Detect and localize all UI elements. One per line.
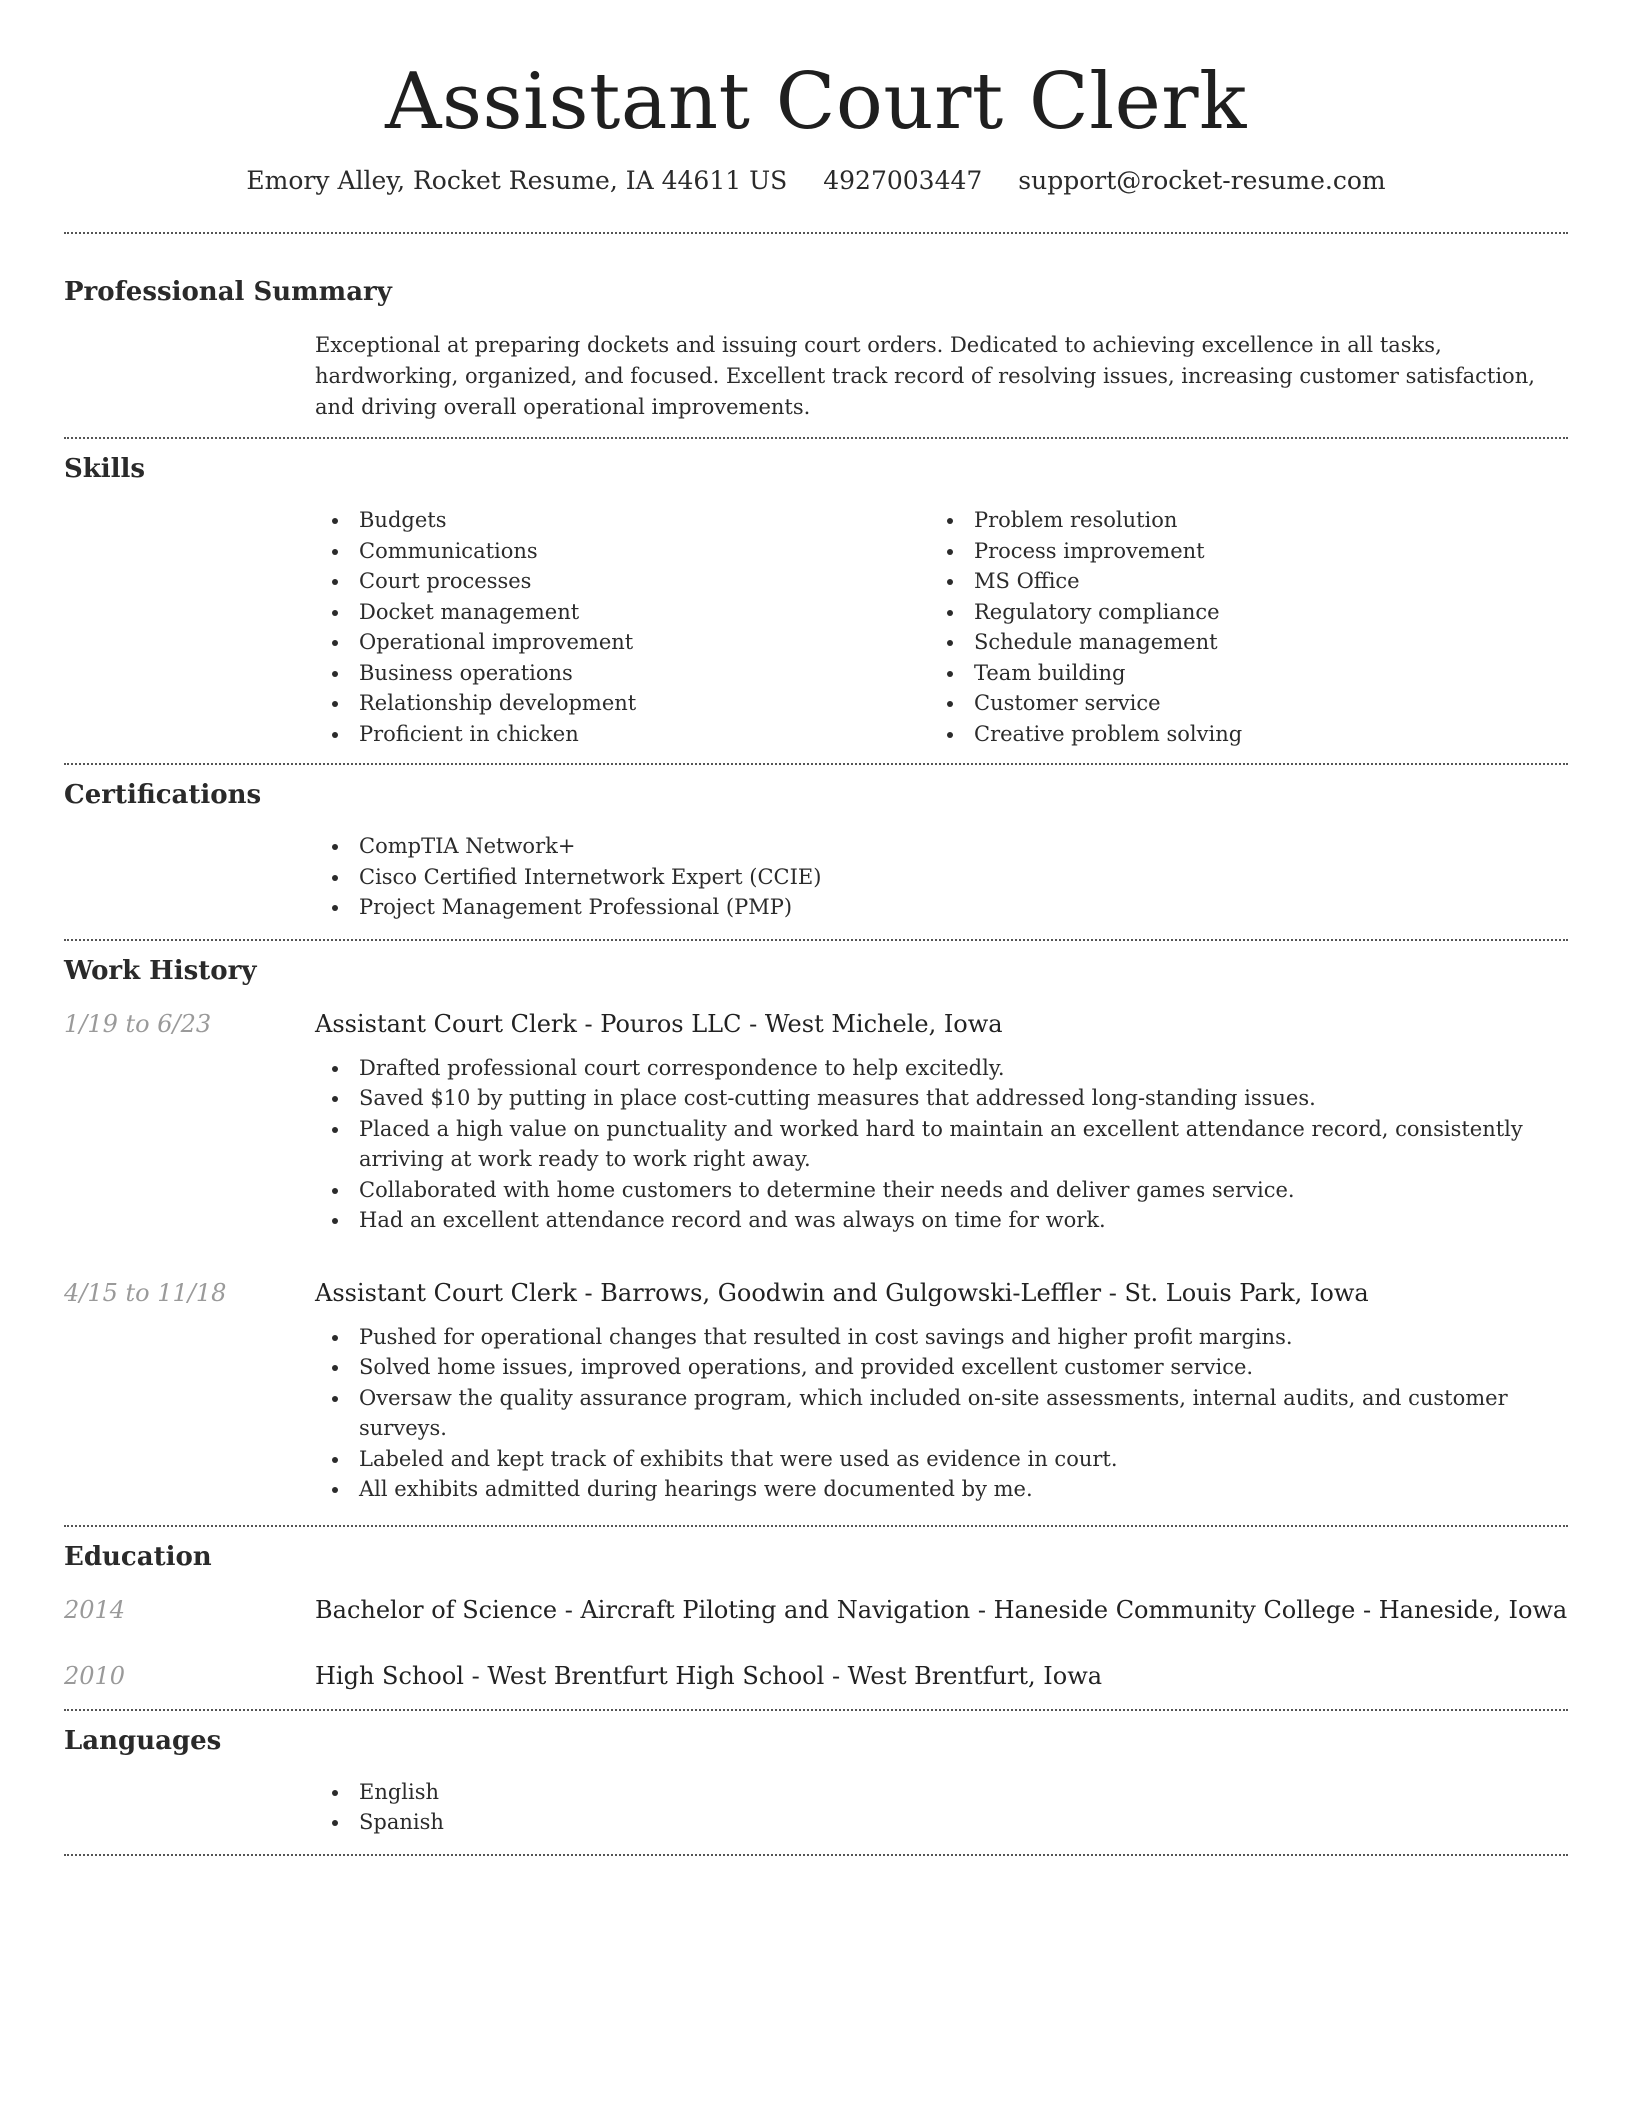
education-year: 2010 bbox=[64, 1661, 126, 1690]
list-item: Business operations bbox=[315, 658, 930, 689]
education-year: 2014 bbox=[64, 1595, 126, 1624]
list-item: Pushed for operational changes that resulted in cost savings and higher profit margins. bbox=[315, 1322, 1568, 1353]
education-heading: Bachelor of Science - Aircraft Piloting and Navigation - Haneside Community College - Haneside, Iowa bbox=[315, 1595, 1568, 1624]
certifications-section bbox=[64, 765, 1568, 923]
job-bullets bbox=[315, 1053, 1568, 1236]
job-dates: 1/19 to 6/23 bbox=[64, 1009, 212, 1038]
education-section bbox=[64, 1527, 1568, 1693]
list-item: English bbox=[315, 1777, 1568, 1808]
list-item: Solved home issues, improved operations, and provided excellent customer service. bbox=[315, 1352, 1568, 1383]
languages-section bbox=[64, 1711, 1568, 1838]
work-history-section bbox=[64, 941, 1568, 1505]
list-item: Team building bbox=[930, 658, 1545, 689]
contact-email: support@rocket-resume.com bbox=[1018, 166, 1386, 195]
resume-page bbox=[64, 0, 1568, 1856]
section-title-summary: Professional Summary bbox=[64, 277, 392, 307]
contact-address: Emory Alley, Rocket Resume, IA 44611 US bbox=[246, 166, 788, 195]
education-heading: High School - West Brentfurt High School - West Brentfurt, Iowa bbox=[315, 1661, 1103, 1690]
list-item: Docket management bbox=[315, 597, 930, 628]
section-title-languages: Languages bbox=[64, 1725, 222, 1756]
job-dates: 4/15 to 11/18 bbox=[64, 1278, 227, 1307]
job-entry bbox=[64, 1276, 1568, 1505]
list-item: Communications bbox=[315, 536, 930, 567]
resume-name: Assistant Court Clerk bbox=[385, 57, 1247, 147]
job-heading: Assistant Court Clerk - Barrows, Goodwin and Gulgowski-Leffler - St. Louis Park, Iowa bbox=[315, 1278, 1369, 1307]
list-item: Drafted professional court correspondence to help excitedly. bbox=[315, 1053, 1568, 1084]
list-item: Relationship development bbox=[315, 688, 930, 719]
list-item: Creative problem solving bbox=[930, 719, 1545, 750]
list-item: Regulatory compliance bbox=[930, 597, 1545, 628]
job-entry bbox=[64, 1007, 1568, 1236]
list-item: Operational improvement bbox=[315, 627, 930, 658]
section-title-certifications: Certifications bbox=[64, 780, 262, 810]
summary-text: Exceptional at preparing dockets and issuing court orders. Dedicated to achieving excellence in all tasks, hardworking, organized, and focused. Excellent track record of resolving issues, increasing customer satisfaction, and driving overall operational improvements. bbox=[315, 333, 1535, 419]
list-item: Project Management Professional (PMP) bbox=[315, 892, 1568, 923]
section-title-education: Education bbox=[64, 1541, 212, 1572]
job-bullets bbox=[315, 1322, 1568, 1505]
list-item: Problem resolution bbox=[930, 505, 1545, 536]
skills-list-right bbox=[930, 505, 1545, 749]
list-item: Spanish bbox=[315, 1807, 1568, 1838]
languages-list bbox=[315, 1777, 1568, 1838]
education-entry bbox=[64, 1593, 1568, 1627]
list-item: MS Office bbox=[930, 566, 1545, 597]
divider bbox=[64, 1854, 1568, 1856]
contact-phone: 4927003447 bbox=[823, 166, 983, 195]
contact-line bbox=[64, 164, 1568, 198]
job-heading: Assistant Court Clerk - Pouros LLC - West Michele, Iowa bbox=[315, 1009, 1003, 1038]
list-item: All exhibits admitted during hearings were documented by me. bbox=[315, 1474, 1568, 1505]
list-item: Schedule management bbox=[930, 627, 1545, 658]
education-entry bbox=[64, 1659, 1568, 1693]
summary-section bbox=[64, 234, 1568, 423]
list-item: Collaborated with home customers to determine their needs and deliver games service. bbox=[315, 1175, 1568, 1206]
section-title-work-history: Work History bbox=[64, 955, 257, 986]
list-item: Placed a high value on punctuality and worked hard to maintain an excellent attendance record, consistently arriving at work ready to work right away. bbox=[315, 1114, 1568, 1175]
skills-list-left bbox=[315, 505, 930, 749]
list-item: Proficient in chicken bbox=[315, 719, 930, 750]
list-item: Oversaw the quality assurance program, which included on-site assessments, internal audits, and customer surveys. bbox=[315, 1383, 1568, 1444]
list-item: Process improvement bbox=[930, 536, 1545, 567]
list-item: CompTIA Network+ bbox=[315, 831, 1568, 862]
list-item: Labeled and kept track of exhibits that were used as evidence in court. bbox=[315, 1444, 1568, 1475]
list-item: Budgets bbox=[315, 505, 930, 536]
section-title-skills: Skills bbox=[64, 454, 146, 484]
skills-section bbox=[64, 439, 1568, 749]
list-item: Cisco Certified Internetwork Expert (CCIE) bbox=[315, 862, 1568, 893]
list-item: Saved $10 by putting in place cost-cutting measures that addressed long-standing issues. bbox=[315, 1083, 1568, 1114]
list-item: Customer service bbox=[930, 688, 1545, 719]
list-item: Court processes bbox=[315, 566, 930, 597]
certifications-list bbox=[315, 831, 1568, 923]
list-item: Had an excellent attendance record and was always on time for work. bbox=[315, 1205, 1568, 1236]
